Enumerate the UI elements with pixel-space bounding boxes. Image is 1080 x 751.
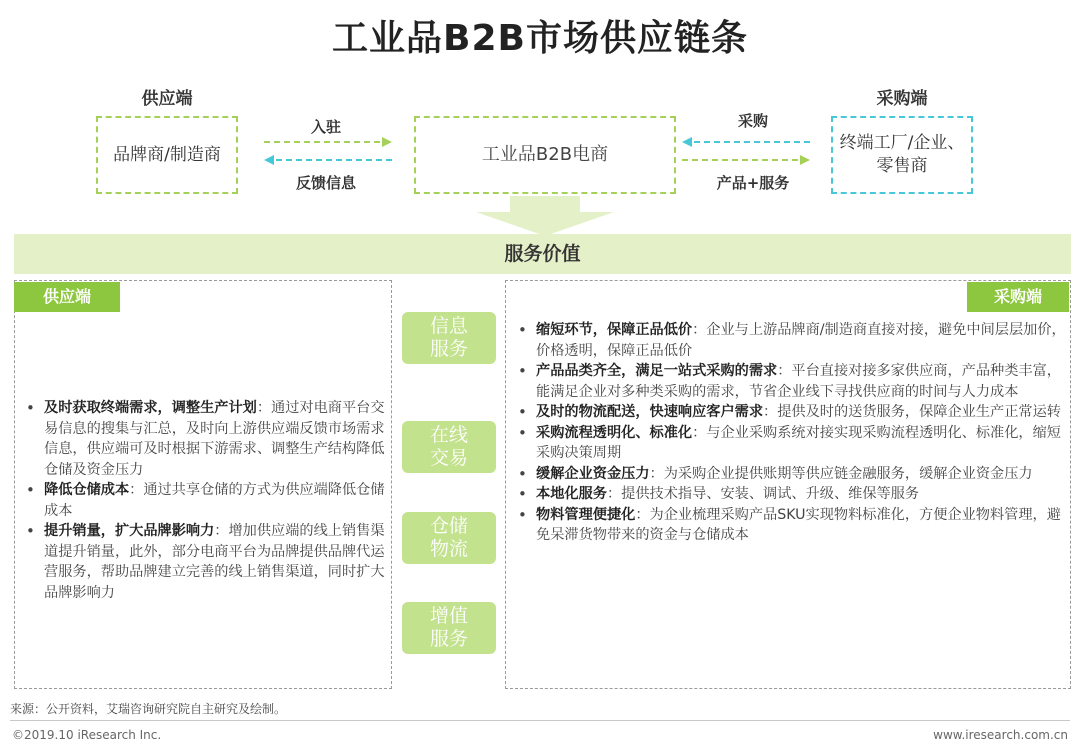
- platform-box-label: 工业品B2B电商: [481, 143, 609, 165]
- feedback-label: 反馈信息: [295, 174, 356, 192]
- benefit-heading: 及时获取终端需求，调整生产计划: [44, 400, 257, 416]
- service-info: [402, 312, 496, 364]
- purchase-panel-tag: 采购端: [967, 282, 1069, 312]
- benefit-text: ：企业与上游品牌商/制造商直接对接，避免中间层层加价，价格透明，保障正品低价: [536, 322, 1066, 359]
- benefit-item: [514, 423, 1070, 464]
- arrow-settle-in-icon: [264, 137, 392, 147]
- benefit-item: [22, 521, 388, 603]
- service-value-title: 服务价值: [504, 243, 581, 265]
- benefit-heading: 及时的物流配送，快速响应客户需求: [536, 404, 764, 420]
- page-title: 工业品B2B市场供应链条: [332, 18, 748, 59]
- benefit-heading: 本地化服务: [536, 486, 607, 502]
- buyer-box-line1: 终端工厂/企业、: [839, 133, 965, 154]
- copyright: ©2019.10 iResearch Inc.: [12, 728, 162, 742]
- service-value-line2: 服务: [429, 628, 468, 650]
- service-value-added: [402, 602, 496, 654]
- benefit-item: [22, 480, 388, 521]
- benefit-text: ：通过共享仓储的方式为供应端降低仓储成本: [44, 482, 385, 519]
- benefit-text: ：为采购企业提供账期等供应链金融服务，缓解企业资金压力: [649, 465, 1033, 482]
- product-service-label: 产品+服务: [716, 174, 790, 192]
- footer-divider: [10, 720, 1070, 721]
- benefit-item: [514, 402, 1070, 423]
- benefit-heading: 产品品类齐全，满足一站式采购的需求: [536, 363, 778, 379]
- buyer-box-line2: 零售商: [876, 156, 928, 176]
- service-info-line2: 服务: [429, 338, 468, 360]
- benefit-heading: 缩短环节，保障正品低价: [536, 322, 693, 338]
- supplier-box-label: 品牌商/制造商: [113, 144, 221, 165]
- benefit-text: ：通过对电商平台交易信息的搜集与汇总，及时向上游供应端反馈市场需求信息，供应端可及时根据下游需求、调整生产结构降低仓储及资金压力: [44, 400, 385, 478]
- benefit-heading: 物料管理便捷化: [536, 506, 636, 523]
- supply-panel-tag: 供应端: [14, 282, 120, 312]
- purchase-side-label: 采购端: [876, 89, 928, 109]
- benefit-heading: 提升销量，扩大品牌影响力: [44, 523, 215, 539]
- down-arrow-icon: [476, 196, 614, 236]
- purchase-label: 采购: [737, 112, 768, 130]
- supply-benefits: [22, 398, 388, 603]
- benefit-heading: 降低仓储成本: [44, 482, 130, 498]
- benefit-text: ：增加供应端的线上销售渠道提升销量，此外，部分电商平台为品牌提供品牌代运营服务，帮助品牌建立完善的线上销售渠道，同时扩大品牌影响力: [44, 523, 385, 601]
- flow-arrows: [0, 0, 1080, 240]
- benefit-text: ：与企业采购系统对接实现采购流程透明化、标准化，缩短采购决策周期: [536, 424, 1061, 461]
- benefit-text: ：平台直接对接多家供应商，产品种类丰富，能满足企业对多种类采购的需求，节省企业线下寻找供应商的时间与人力成本: [536, 363, 1061, 400]
- website: www.iresearch.com.cn: [933, 728, 1068, 742]
- benefit-item: [514, 505, 1070, 546]
- benefit-item: [514, 464, 1070, 485]
- service-online-trade: [402, 421, 496, 473]
- supply-side-label: 供应端: [141, 89, 193, 109]
- service-trade-line1: 在线: [429, 424, 468, 447]
- benefit-item: [514, 484, 1070, 505]
- service-logistics-line2: 物流: [429, 538, 468, 560]
- benefit-item: [514, 361, 1070, 402]
- benefit-text: ：提供技术指导、安装、调试、升级、维保等服务: [606, 486, 920, 502]
- benefit-text: ：为企业梳理采购产品SKU实现物料标准化，方便企业物料管理，避免呆滞货物带来的资金与仓储成本: [536, 506, 1061, 543]
- service-warehouse-logistics: [402, 512, 496, 564]
- service-trade-line2: 交易: [429, 447, 468, 469]
- source-note: 来源：公开资料，艾瑞咨询研究院自主研究及绘制。: [10, 702, 287, 716]
- arrow-product-service-icon: [682, 155, 810, 165]
- arrow-purchase-icon: [682, 137, 810, 147]
- service-logistics-line1: 仓储: [429, 515, 468, 538]
- benefit-heading: 采购流程透明化、标准化: [536, 424, 693, 441]
- purchase-benefits: [514, 320, 1070, 546]
- arrow-feedback-icon: [264, 155, 392, 165]
- benefit-text: ：提供及时的送货服务，保障企业生产正常运转: [763, 404, 1061, 420]
- benefit-heading: 缓解企业资金压力: [536, 465, 650, 482]
- service-info-line1: 信息: [429, 315, 468, 338]
- service-value-line1: 增值: [429, 605, 468, 628]
- benefit-item: [514, 320, 1070, 361]
- benefit-item: [22, 398, 388, 480]
- settle-in-label: 入驻: [310, 118, 341, 136]
